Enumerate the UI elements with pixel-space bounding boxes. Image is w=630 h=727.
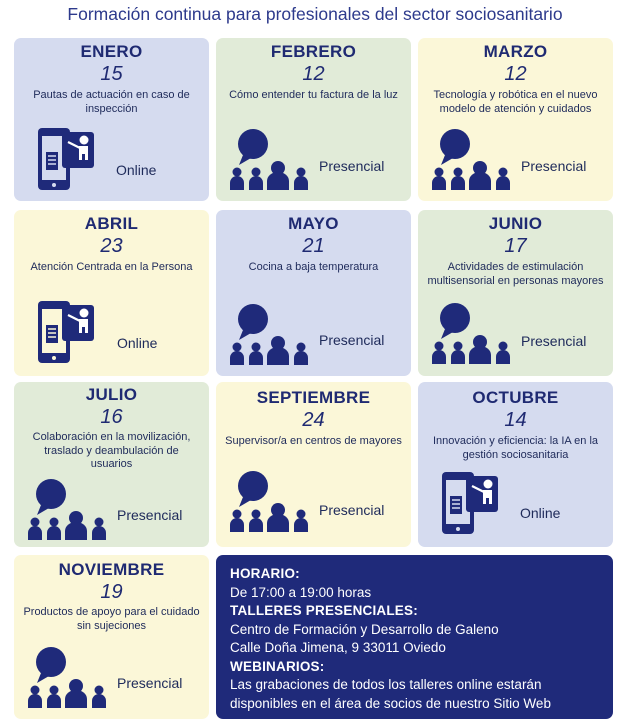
card-day: 17 [504,235,527,257]
card-description: Actividades de estimulación multisensorial en personas mayores [427,261,604,287]
presentation-tablet-icon [440,470,500,536]
talleres-line: Calle Doña Jimena, 9 33011 Oviedo [230,640,446,655]
card-septiembre [216,382,411,547]
card-description: Productos de apoyo para el cuidado sin sujeciones [23,606,200,632]
card-month: JUNIO [488,214,543,233]
card-month: MAYO [288,214,339,233]
card-description: Cómo entender tu factura de la luz [229,89,398,101]
audience-icon [27,646,109,710]
card-description: Colaboración en la movilización, traslado y deambulación de usuarios [32,431,191,470]
card-mode: Presencial [117,675,183,691]
card-day: 16 [100,406,123,428]
card-day: 23 [100,235,123,257]
card-junio [418,210,613,376]
card-mode: Presencial [521,158,587,174]
card-mode: Presencial [319,332,385,348]
card-mode: Online [520,505,561,521]
card-noviembre [14,555,209,719]
card-month: ABRIL [84,214,139,233]
card-mode: Online [117,335,158,351]
info-panel [216,555,613,719]
card-julio [14,382,209,547]
card-description: Innovación y eficiencia: la IA en la gestión sociosanitaria [432,435,599,461]
card-month: NOVIEMBRE [58,560,165,579]
card-month: ENERO [80,42,143,61]
horario-label: HORARIO: [230,566,300,581]
card-enero [14,38,209,201]
audience-icon [229,128,311,192]
card-octubre [418,382,613,547]
card-description: Supervisor/a en centros de mayores [225,435,402,447]
card-mayo [216,210,411,376]
card-mode: Online [116,162,157,178]
card-mode: Presencial [521,333,587,349]
presentation-tablet-icon [36,126,96,192]
presentation-tablet-icon [36,299,96,365]
card-day: 15 [100,63,123,85]
card-day: 21 [302,235,325,257]
card-marzo [418,38,613,201]
card-month: JULIO [85,385,138,404]
card-mode: Presencial [319,158,385,174]
audience-icon [229,470,311,534]
card-day: 12 [504,63,527,85]
talleres-line: Centro de Formación y Desarrollo de Galeno [230,621,499,637]
horario-value: De 17:00 a 19:00 horas [230,584,372,600]
webinarios-line: Las grabaciones de todos los talleres online estarán [230,677,542,692]
card-day: 19 [100,581,123,603]
card-month: SEPTIEMBRE [256,388,371,407]
card-month: FEBRERO [270,42,357,61]
card-description: Pautas de actuación en caso de inspección [33,89,190,115]
talleres-label: TALLERES PRESENCIALES: [230,603,418,618]
card-month: OCTUBRE [472,388,559,407]
card-description: Atención Centrada en la Persona [30,261,193,273]
audience-icon [27,478,109,542]
card-description: Tecnología y robótica en el nuevo modelo de atención y cuidados [433,89,598,115]
card-day: 12 [302,63,325,85]
card-month: MARZO [483,42,548,61]
card-mode: Presencial [117,507,183,523]
card-description: Cocina a baja temperatura [248,261,379,273]
card-mode: Presencial [319,502,385,518]
audience-icon [229,303,311,367]
audience-icon [431,302,513,366]
webinarios-line: disponibles en el área de socios de nuestro Sitio Web [230,695,551,711]
page-title: Formación continua para profesionales del sector sociosanitario [67,4,563,24]
card-abril [14,210,209,376]
card-day: 24 [302,409,325,431]
audience-icon [431,128,513,192]
webinarios-label: WEBINARIOS: [230,658,325,674]
card-febrero [216,38,411,201]
card-day: 14 [504,409,527,431]
